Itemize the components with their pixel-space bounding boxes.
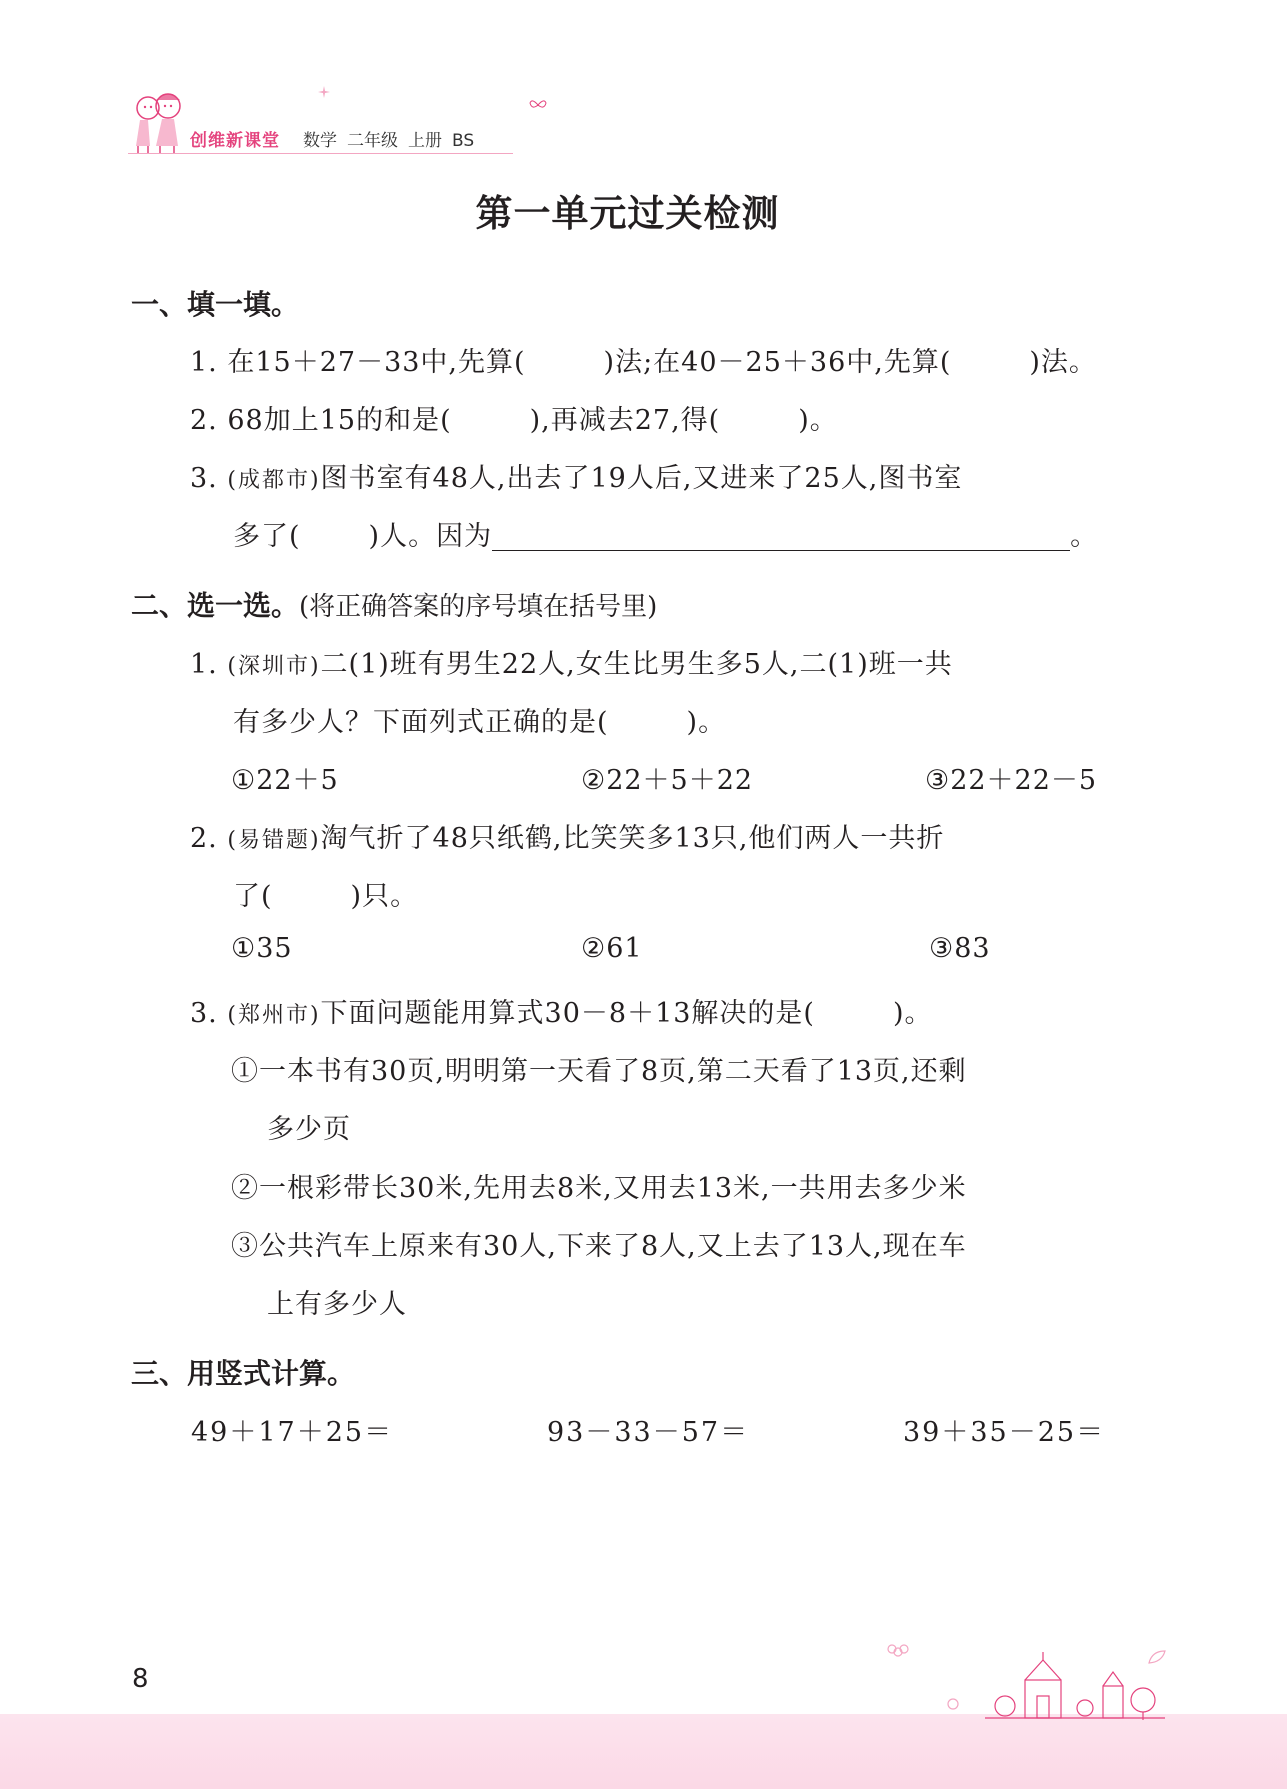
option-1[interactable]: ①22＋5 — [231, 765, 339, 796]
flower-icon — [885, 1641, 911, 1663]
s1-question-1: 1. 在15＋27－33中,先算( )法;在40－25＋36中,先算( )法。 — [190, 347, 1097, 378]
option-2[interactable]: ②61 — [581, 933, 643, 964]
s2-question-1-line-2: 有多少人？下面列式正确的是( )。 — [233, 707, 727, 738]
castle-illustration-icon — [985, 1650, 1165, 1720]
option-3[interactable]: ③22＋22－5 — [925, 765, 1098, 796]
option-1[interactable]: ①35 — [231, 933, 293, 964]
section-3-heading: 三、用竖式计算。 — [131, 1357, 356, 1390]
leaf-icon — [1148, 1650, 1166, 1664]
s1-question-3-line-2: 多了( )人。因为 。 — [233, 521, 1099, 552]
section-2-heading: 二、选一选。(将正确答案的序号填在括号里) — [131, 589, 658, 622]
source-tag: (郑州市) — [227, 1003, 321, 1028]
calc-problem-1: 49＋17＋25＝ — [191, 1417, 394, 1448]
butterfly-icon — [528, 98, 548, 112]
s1-question-2: 2. 68加上15的和是( ),再减去27,得( )。 — [190, 405, 838, 436]
section-1-heading: 一、填一填。 — [131, 288, 300, 321]
reason-answer-line[interactable] — [492, 520, 1070, 551]
source-tag: (深圳市) — [227, 654, 321, 679]
option-1[interactable]: ①一本书有30页,明明第一天看了8页,第二天看了13页,还剩 — [231, 1056, 967, 1087]
brand-name: 创维新课堂 — [190, 131, 280, 151]
children-mascot-icon — [128, 86, 190, 156]
option-3-line-2: 上有多少人 — [267, 1289, 407, 1320]
section-2-instruction: (将正确答案的序号填在括号里) — [299, 592, 658, 622]
s2-question-2: 2. (易错题)淘气折了48只纸鹤,比笑笑多13只,他们两人一共折 — [190, 823, 945, 854]
subject: 数学 — [303, 131, 337, 151]
option-1-line-2: 多少页 — [267, 1114, 351, 1145]
option-2[interactable]: ②一根彩带长30米,先用去8米,又用去13米,一共用去多少米 — [231, 1173, 967, 1204]
source-tag: (成都市) — [227, 468, 321, 493]
s2-question-2-line-2: 了( )只。 — [233, 881, 419, 912]
calc-problem-2: 93－33－57＝ — [547, 1417, 750, 1448]
book-info — [303, 126, 484, 151]
footer-band — [0, 1714, 1287, 1789]
calc-problem-3: 39＋35－25＝ — [903, 1417, 1106, 1448]
volume: 上册 — [408, 131, 442, 151]
header-divider — [128, 153, 513, 154]
small-flower-icon — [945, 1696, 961, 1712]
option-3[interactable]: ③83 — [929, 933, 991, 964]
s1-question-3: 3. (成都市)图书室有48人,出去了19人后,又进来了25人,图书室 — [190, 463, 963, 494]
s2-question-1: 1. (深圳市)二(1)班有男生22人,女生比男生多5人,二(1)班一共 — [190, 649, 953, 680]
page-header — [128, 86, 528, 158]
sparkle-icon — [318, 86, 330, 98]
option-3[interactable]: ③公共汽车上原来有30人,下来了8人,又上去了13人,现在车 — [231, 1231, 967, 1262]
edition: BS — [452, 131, 475, 151]
grade: 二年级 — [347, 131, 398, 151]
page-number: 8 — [132, 1664, 149, 1694]
page-title: 第一单元过关检测 — [475, 192, 780, 235]
source-tag: (易错题) — [227, 828, 321, 853]
option-2[interactable]: ②22＋5＋22 — [581, 765, 754, 796]
s2-question-3: 3. (郑州市)下面问题能用算式30－8＋13解决的是( )。 — [190, 998, 933, 1029]
